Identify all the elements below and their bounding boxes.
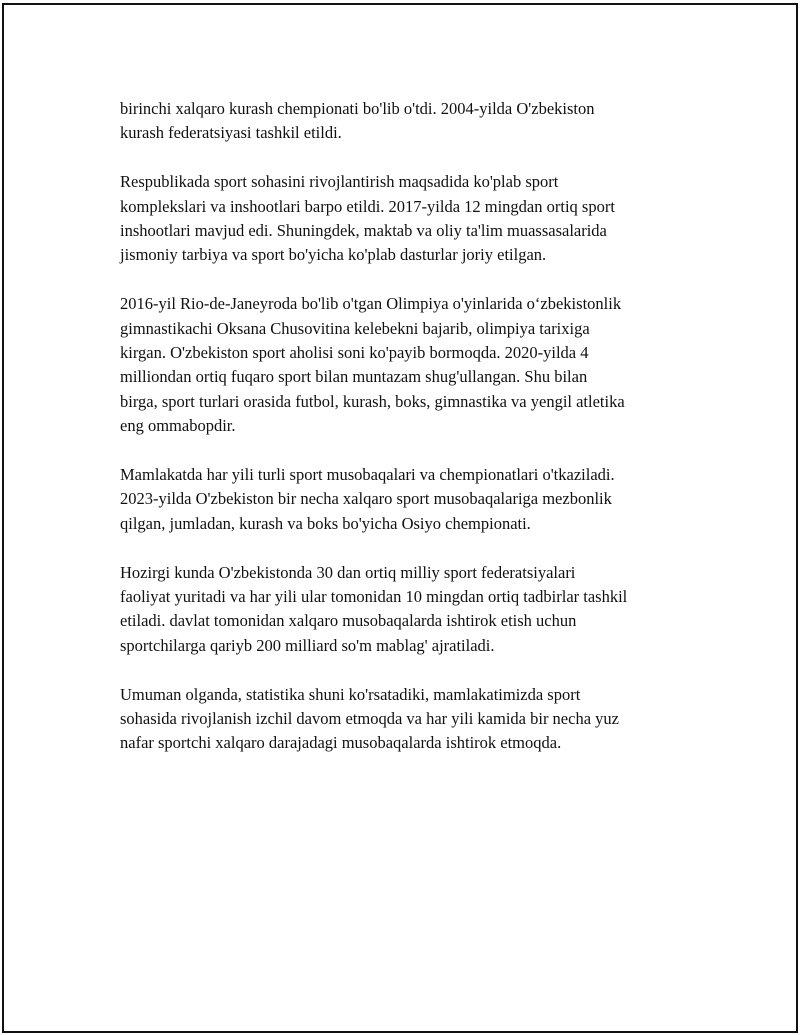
text-line: 2023-yilda O'zbekiston bir necha xalqaro sport musobaqalariga mezbonlik [120,489,612,509]
text-line: 2016-yil Rio-de-Janeyroda bo'lib o'tgan Olimpiya o'yinlarida o‘zbekistonlik [120,294,622,314]
paragraph [120,683,690,756]
text-line: komplekslari va inshootlari barpo etildi. 2017-yilda 12 mingdan ortiq sport [120,196,615,216]
text-line: eng ommabopdir. [120,416,236,436]
paragraph [120,561,690,659]
paragraph [120,97,690,146]
document-body [120,97,690,780]
text-line: jismoniy tarbiya va sport bo'yicha ko'plab dasturlar joriy etilgan. [120,245,547,265]
text-line: milliondan ortiq fuqaro sport bilan muntazam shug'ullangan. Shu bilan [120,367,588,387]
text-line: etiladi. davlat tomonidan xalqaro musobaqalarda ishtirok etish uchun [120,611,577,631]
document-page [2,3,798,1033]
text-line: Respublikada sport sohasini rivojlantirish maqsadida ko'plab sport [120,172,559,192]
text-line: faoliyat yuritadi va har yili ular tomonidan 10 mingdan ortiq tadbirlar tashkil [120,587,628,607]
text-line: sportchilarga qariyb 200 milliard so'm mablag' ajratiladi. [120,635,495,655]
text-line: Umuman olganda, statistika shuni ko'rsatadiki, mamlakatimizda sport [120,684,581,704]
text-line: birga, sport turlari orasida futbol, kurash, boks, gimnastika va yengil atletika [120,391,625,411]
text-line: sohasida rivojlanish izchil davom etmoqda va har yili kamida bir necha yuz [120,709,619,729]
text-line: kirgan. O'zbekiston sport aholisi soni ko'payib bormoqda. 2020-yilda 4 [120,343,589,363]
text-line: kurash federatsiyasi tashkil etildi. [120,123,342,143]
text-line: inshootlari mavjud edi. Shuningdek, maktab va oliy ta'lim muassasalarida [120,221,607,241]
text-line: Hozirgi kunda O'zbekistonda 30 dan ortiq milliy sport federatsiyalari [120,562,576,582]
paragraph [120,463,690,536]
text-line: qilgan, jumladan, kurash va boks bo'yicha Osiyo chempionati. [120,513,531,533]
text-line: birinchi xalqaro kurash chempionati bo'lib o'tdi. 2004-yilda O'zbekiston [120,99,595,118]
text-line: Mamlakatda har yili turli sport musobaqalari va chempionatlari o'tkaziladi. [120,465,615,485]
paragraph [120,170,690,268]
text-line: nafar sportchi xalqaro darajadagi musobaqalarda ishtirok etmoqda. [120,733,562,753]
paragraph [120,292,690,438]
text-line: gimnastikachi Oksana Chusovitina kelebekni bajarib, olimpiya tarixiga [120,318,590,338]
